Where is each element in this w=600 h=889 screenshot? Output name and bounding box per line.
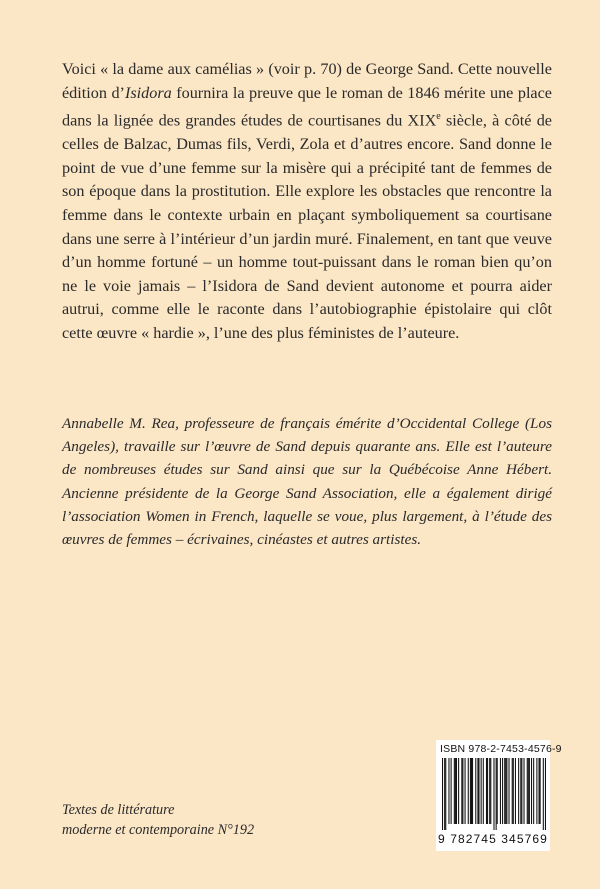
book-blurb xyxy=(62,58,552,346)
barcode-bar xyxy=(445,758,446,830)
barcode-bar xyxy=(493,758,494,830)
barcode-bar xyxy=(508,758,509,824)
barcode-bar xyxy=(456,758,457,824)
barcode-bar xyxy=(489,758,490,824)
barcode-bar xyxy=(533,758,534,824)
barcode-bar xyxy=(462,758,463,824)
barcode xyxy=(436,740,562,851)
barcode-bar xyxy=(512,758,513,824)
barcode-bar xyxy=(536,758,537,824)
barcode-bar xyxy=(455,758,456,824)
barcode-bar xyxy=(504,758,505,824)
barcode-bar xyxy=(515,758,516,824)
barcode-bar xyxy=(520,758,521,824)
series-line-1: Textes de littérature xyxy=(62,802,175,818)
barcode-bar xyxy=(486,758,487,824)
barcode-bar xyxy=(500,758,501,824)
barcode-bar xyxy=(528,758,529,824)
barcode-bar xyxy=(543,758,544,830)
blurb-text-1: Voici « la dame aux camélias » (voir p. 70) de George Sand. Cette nouvelle édition d’ xyxy=(62,60,552,102)
barcode-bar xyxy=(442,758,443,830)
barcode-bar xyxy=(505,758,506,824)
barcode-bar xyxy=(458,758,459,824)
barcode-bar xyxy=(502,758,503,824)
barcode-bar xyxy=(523,758,524,824)
barcode-bar xyxy=(506,758,507,824)
barcode-bar xyxy=(518,758,519,824)
barcode-bar xyxy=(481,758,482,824)
barcode-bars xyxy=(442,758,546,830)
barcode-bar xyxy=(451,758,452,824)
barcode-bar xyxy=(465,758,466,824)
barcode-bar xyxy=(529,758,530,824)
book-title: Isidora xyxy=(124,83,172,102)
series-line-2: moderne et contemporaine N°192 xyxy=(62,822,255,838)
barcode-bar xyxy=(538,758,539,824)
barcode-bar xyxy=(468,758,469,824)
barcode-bar xyxy=(470,758,471,824)
blurb-text-3: siècle, à côté de celles de Balzac, Dumas fils, Verdi, Zola et d’autres encore. Sand donne le point de vue d’une femme sur la misère qui a précipité tant de femmes de son époque dans la prostitution. Elle explore les obstacles que rencontre la femme dans le contexte urbain en plaçant symboliquement sa courtisane dans une serre à l’intérieur d’un jardin muré. Finalement, en tant que veuve d’un homme fortuné – un homme tout-puissant dans le roman bien qu’on ne le voie jamais – l’Isidora de Sand devient autonome et pourra aider autrui, comme elle le raconte dans l’autobiographie épistolaire qui clôt cette œuvre « hardie », l’une des plus féministes de l’auteure. xyxy=(62,111,552,342)
barcode-bar xyxy=(540,758,541,824)
barcode-bar xyxy=(527,758,528,824)
barcode-bar xyxy=(461,758,462,824)
barcode-bar xyxy=(471,758,472,824)
barcode-bar xyxy=(487,758,488,824)
barcode-digits: 9 782745 345769 xyxy=(438,832,548,846)
barcode-bar xyxy=(531,758,532,824)
barcode-bar xyxy=(483,758,484,824)
barcode-bar xyxy=(496,758,497,830)
barcode-bar xyxy=(497,758,498,824)
century-superscript: e xyxy=(436,111,441,123)
blurb-text-2: fournira la preuve que le roman de 1846 mérite une place dans la lignée des grandes études de courtisanes du XIX xyxy=(62,83,552,130)
barcode-bar xyxy=(478,758,479,824)
series-info xyxy=(62,800,362,840)
isbn-label: ISBN 978-2-7453-4576-9 xyxy=(440,743,562,755)
barcode-bar xyxy=(448,758,449,824)
barcode-bar xyxy=(513,758,514,824)
barcode-bar xyxy=(477,758,478,824)
barcode-bar xyxy=(475,758,476,824)
barcode-bar xyxy=(444,758,445,830)
barcode-bar xyxy=(454,758,455,824)
barcode-bar xyxy=(545,758,546,830)
barcode-bar xyxy=(472,758,473,824)
barcode-bar xyxy=(521,758,522,824)
author-bio: Annabelle M. Rea, professeure de français émérite d’Occidental College (Los Angeles), travaille sur l’œuvre de Sand depuis quarante ans. Elle est l’auteure de nombreuses études sur Sand ainsi que sur la Québécoise Anne Hébert. Ancienne présidente de la George Sand Association, elle a également dirigé l’association Women in French, laquelle se voue, plus largement, à l’étude des œuvres de femmes – écrivaines, cinéastes et autres artistes. xyxy=(62,415,552,549)
barcode-bar xyxy=(490,758,491,824)
